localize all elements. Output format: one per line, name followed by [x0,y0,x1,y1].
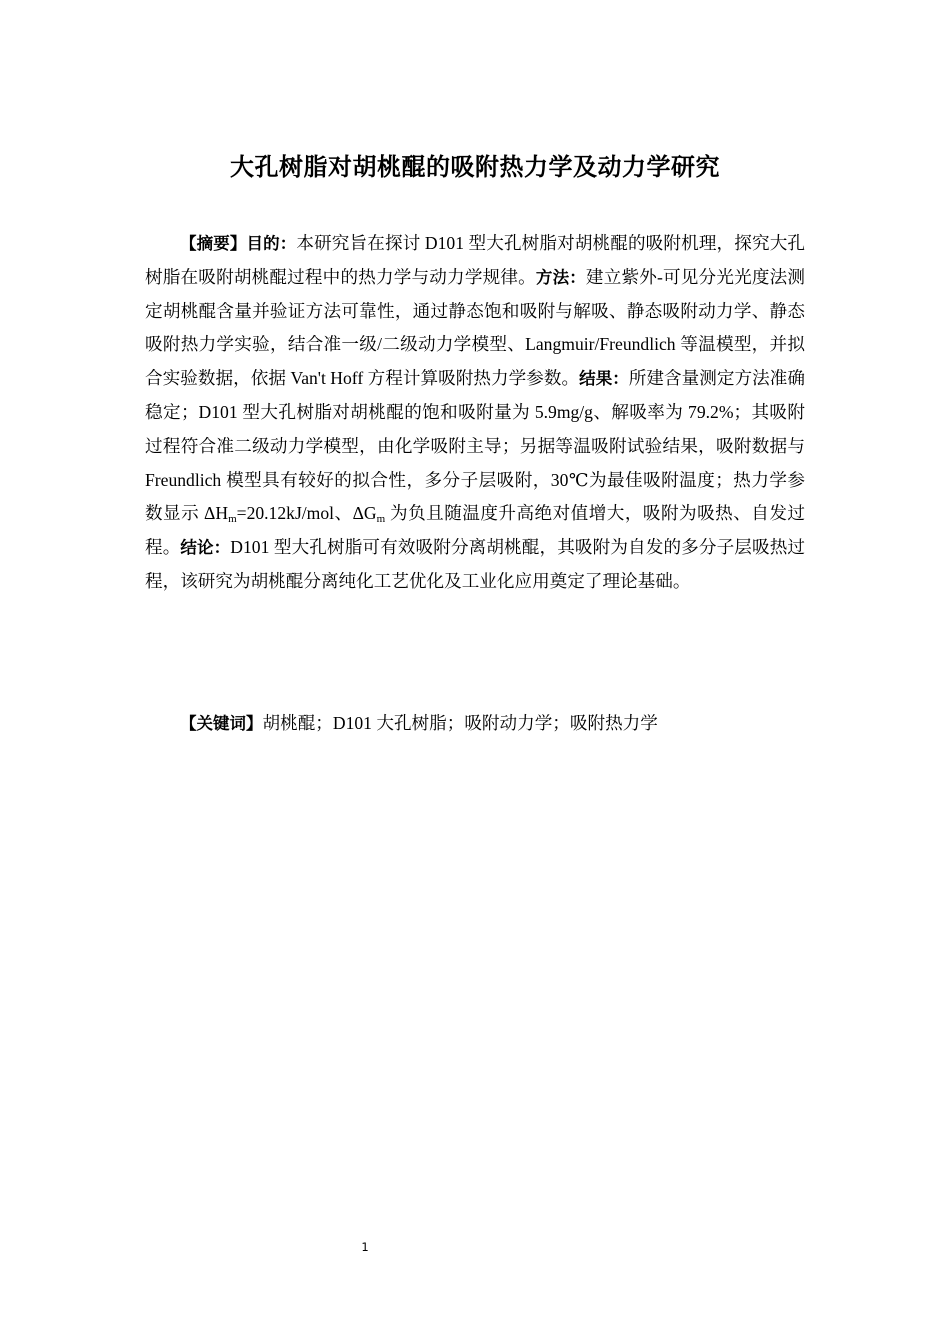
keywords-text: 胡桃醌；D101 大孔树脂；吸附动力学；吸附热力学 [262,713,658,733]
paper-title: 大孔树脂对胡桃醌的吸附热力学及动力学研究 [230,153,720,181]
gibbs-subscript: m [376,513,386,526]
results-label: 结果： [579,369,629,389]
enthalpy-subscript: m [228,513,237,526]
methods-text: 建立紫外-可见分光光度法测定胡桃醌含量并验证方法可靠性，通过静态饱和吸附与解吸、静态吸附动力学、静态吸附热力学实验，结合准一级/二级动力学模型、Langmuir/Freundlich 等温模型，并拟合实验数据，依据 Van't Hoff 方程计算吸附热力学参数。 [145,266,805,389]
objective-label: 目的： [246,234,297,253]
conclusion-label: 结论： [180,538,231,558]
page-number: 1 [361,1240,369,1254]
methods-label: 方法： [535,267,586,287]
abstract-label: 【摘要】 [180,234,247,253]
results-text-part2: =20.12kJ/mol、ΔG [236,503,377,524]
results-text-part1: 所建含量测定方法准确稳定；D101 型大孔树脂对胡桃醌的饱和吸附量为 5.9mg/g、解吸率为 79.2%；其吸附过程符合准二级动力学模型，由化学吸附主导；另据等温吸附试验结果，吸附数据与 Freundlich 模型具有较好的拟合性，多分子层吸附，30℃为最佳吸附温度；热力学参数显示 ΔH [145,368,805,524]
keywords-paragraph [145,707,805,741]
objective-text: 本研究旨在探讨 D101 型大孔树脂对胡桃醌的吸附机理，探究大孔树脂在吸附胡桃醌过程中的热力学与动力学规律。 [145,233,806,287]
abstract-paragraph [145,227,805,599]
results-text-part3: 为负且随温度升高绝对值增大，吸附为吸热、自发过程。 [145,503,805,558]
conclusion-text: D101 型大孔树脂可有效吸附分离胡桃醌，其吸附为自发的多分子层吸热过程，该研究为胡桃醌分离纯化工艺优化及工业化应用奠定了理论基础。 [145,537,805,591]
keywords-label: 【关键词】 [180,714,263,733]
